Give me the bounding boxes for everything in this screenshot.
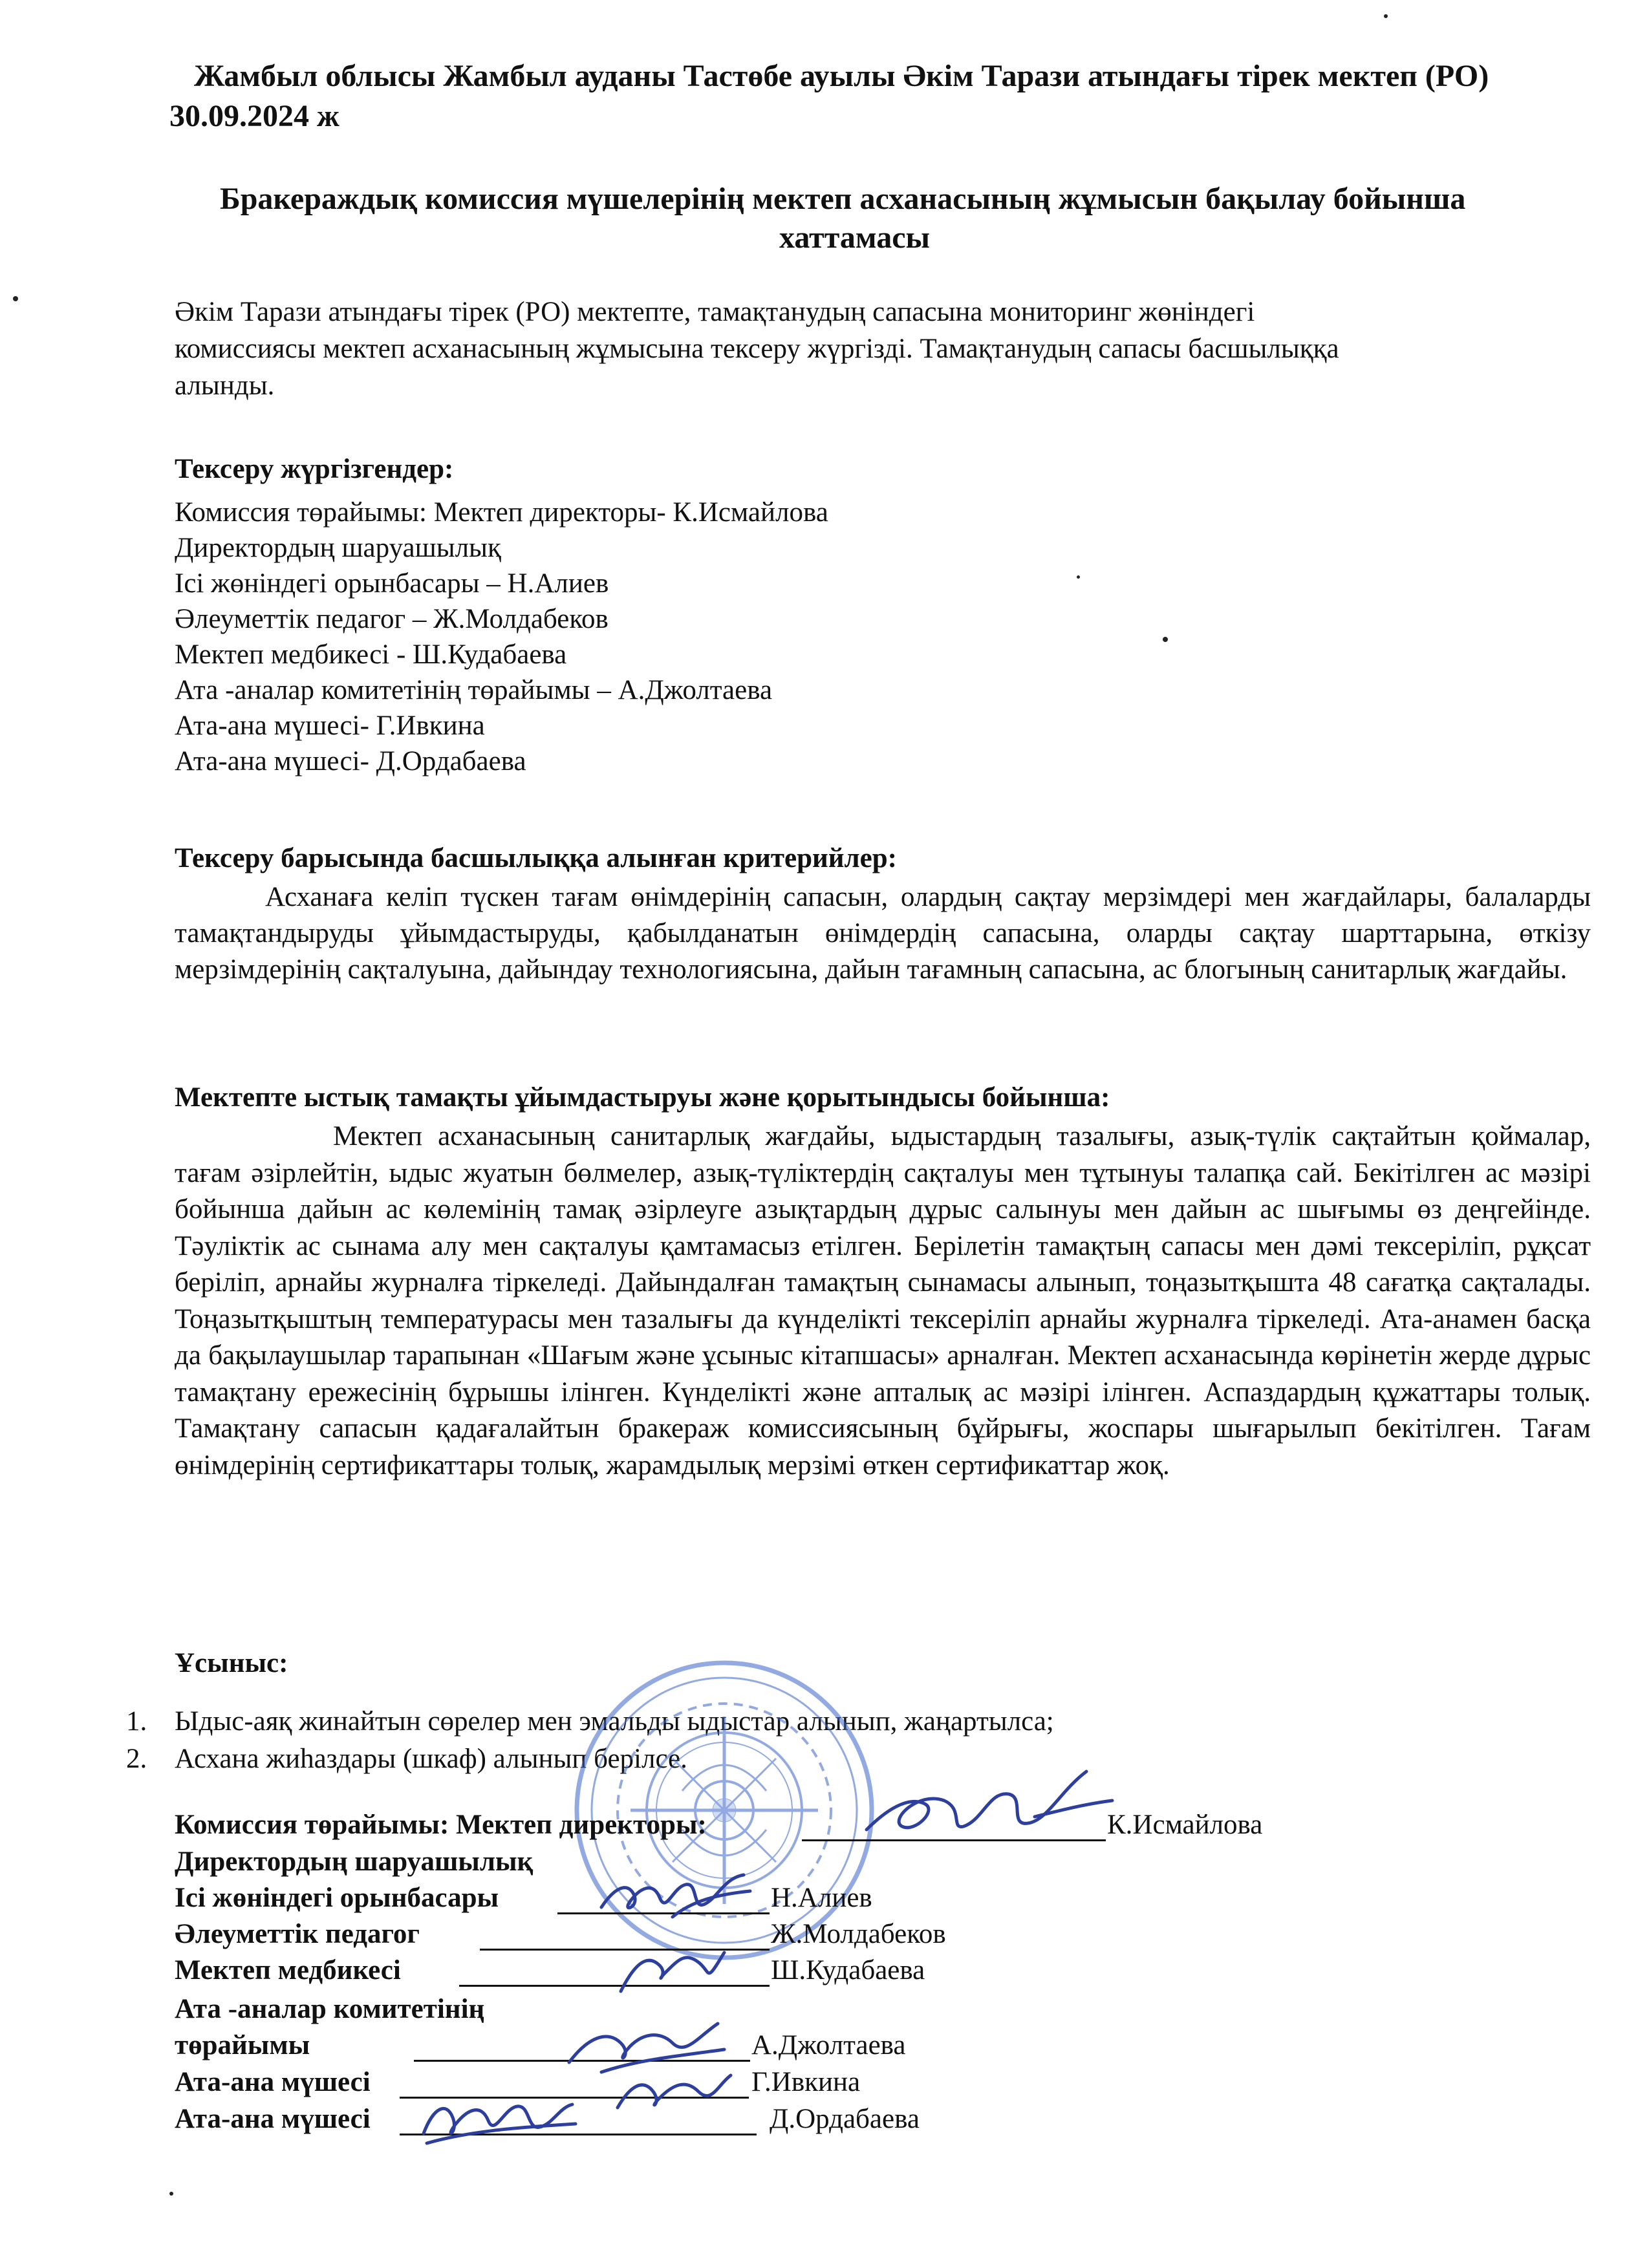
document-title-line1: Бракераждық комиссия мүшелерінің мектеп асханасының жұмысын бақылау бойынша [220,182,1466,216]
recommendation-number: 2. [126,1744,147,1774]
deputy-label-2: Ісі жөніндегі орынбасары [175,1883,499,1913]
recommendation-item: Асхана жиһаздары (шкаф) алынып берілсе. [175,1744,687,1774]
recommendations-heading: Ұсыныс: [175,1648,288,1678]
document-date: 30.09.2024 ж [169,99,339,133]
social-pedagogue-label: Әлеуметтік педагог [175,1919,420,1949]
scan-speck [169,2192,173,2196]
inspector-line: Әлеуметтік педагог – Ж.Молдабеков [175,604,609,634]
inspector-line: Ісі жөніндегі орынбасары – Н.Алиев [175,568,609,599]
deputy-label-1: Директордың шаруашылық [175,1846,534,1877]
parent-member-name: Д.Ордабаева [770,2104,920,2134]
scan-speck [1163,637,1168,642]
scan-speck [1384,14,1388,18]
intro-line-1: Әкім Тарази атындағы тірек (РО) мектепте, тамақтанудың сапасына мониторинг жөніндегі [175,297,1255,327]
criteria-paragraph: Асханаға келіп түскен тағам өнімдерінің сапасын, олардың сақтау мерзімдері мен жағдайлары, балаларды тамақтандыруды ұйымдастыруды, қабылданатын өнімдердің сапасына, оларды сақтау шарттарына, өткізу мерзімдерінің сақталуына, дайындау технологиясына, дайын тағамның сапасына, ас блогының санитарлық жағдайы. [175,882,1591,985]
nurse-name: Ш.Кудабаева [771,1955,925,1985]
chair-label: Комиссия төрайымы: Мектеп директоры: [175,1810,707,1840]
chair-name: К.Исмайлова [1107,1810,1263,1840]
inspectors-heading: Тексеру жүргізгендер: [175,454,454,484]
parent-member-name: Г.Ивкина [751,2067,861,2097]
header-line: Жамбыл облысы Жамбыл ауданы Тастөбе ауылы Әкім Тарази атындағы тірек мектеп (РО) [194,59,1489,93]
parents-committee-label-1: Ата -аналар комитетінің [175,1994,485,2024]
parent-member-label: Ата-ана мүшесі [175,2067,371,2097]
social-pedagogue-name: Ж.Молдабеков [771,1919,946,1949]
recommendation-item: Ыдыс-аяқ жинайтын сөрелер мен эмальды ыдыстар алынып, жаңартылса; [175,1706,1054,1737]
intro-line-3: алынды. [175,370,275,401]
scan-speck [1077,575,1080,579]
scan-speck [13,296,18,301]
handwritten-signature-icon [595,1862,763,1933]
handwritten-signature-icon [608,2062,737,2121]
recommendation-number: 1. [126,1706,147,1737]
parent-member-label: Ата-ана мүшесі [175,2104,371,2134]
inspector-line: Комиссия төрайымы: Мектеп директоры- К.Исмайлова [175,497,828,528]
inspector-line: Ата -аналар комитетінің төрайымы – А.Джолтаева [175,675,773,705]
parents-committee-label-2: төрайымы [175,2030,310,2060]
criteria-heading: Тексеру барысында басшылыққа алынған критерийлер: [175,843,897,873]
inspector-line: Ата-ана мүшесі- Д.Ордабаева [175,746,526,776]
intro-line-2: комиссиясы мектеп асханасының жұмысына тексеру жүргізді. Тамақтанудың сапасы басшылыққа [175,334,1339,364]
conclusion-heading: Мектепте ыстық тамақты ұйымдастыруы және қорытындысы бойынша: [175,1082,1110,1113]
document-title-line2: хаттамасы [779,220,931,255]
parents-committee-name: А.Джолтаева [751,2030,906,2060]
deputy-name: Н.Алиев [771,1883,872,1913]
inspector-line: Директордың шаруашылық [175,533,501,563]
conclusion-paragraph: Мектеп асханасының санитарлық жағдайы, ыдыстардың тазалығы, азық-түлік сақтайтын қоймалар, тағам әзірлейтін, ыдыс жуатын бөлмелер, азық-түліктердің сақталуы мен тұтынуы талапқа сай. Бекітілген ас мәзірі бойынша дайын ас көлемінің тамақ әзірлеуге азықтардың дұрыс салынуы мен дайын ас шығымы өз деңгейінде. Тәуліктік ас сынама алу мен сақталуы қамтамасыз етілген. Берілетін тамақтың сапасы мен дәмі тексеріліп, рұқсат беріліп, арнайы журналға тіркеледі. Дайындалған тамақтың сынамасы алынып, тоңазытқышта 48 сағатқа сақталады. Тоңазытқыштың температурасы мен тазалығы да күнделікті тексеріліп арнайы журналға тіркеледі. Ата-анамен басқа да бақылаушылар тарапынан «Шағым және ұсыныс кітапшасы» арналған. Мектеп асханасында көрінетін жерде дұрыс тамақтану ережесінің бұрышы ілінген. Күнделікті және апталық ас мәзірі ілінген. Аспаздардың құжаттары толық. Тамақтану сапасын қадағалайтын бракераж комиссиясының бұйрығы, жоспары шығарылып бекітілген. Тағам өнімдерінің сертификаттары толық, жарамдылық мерзімі өткен сертификаттар жоқ. [175,1121,1591,1481]
handwritten-signature-icon [414,2088,582,2153]
inspector-line: Ата-ана мүшесі- Г.Ивкина [175,711,485,741]
handwritten-signature-icon [854,1765,1125,1849]
inspector-line: Мектеп медбикесі - Ш.Кудабаева [175,639,567,670]
handwritten-signature-icon [608,1933,737,2004]
nurse-label: Мектеп медбикесі [175,1955,401,1985]
